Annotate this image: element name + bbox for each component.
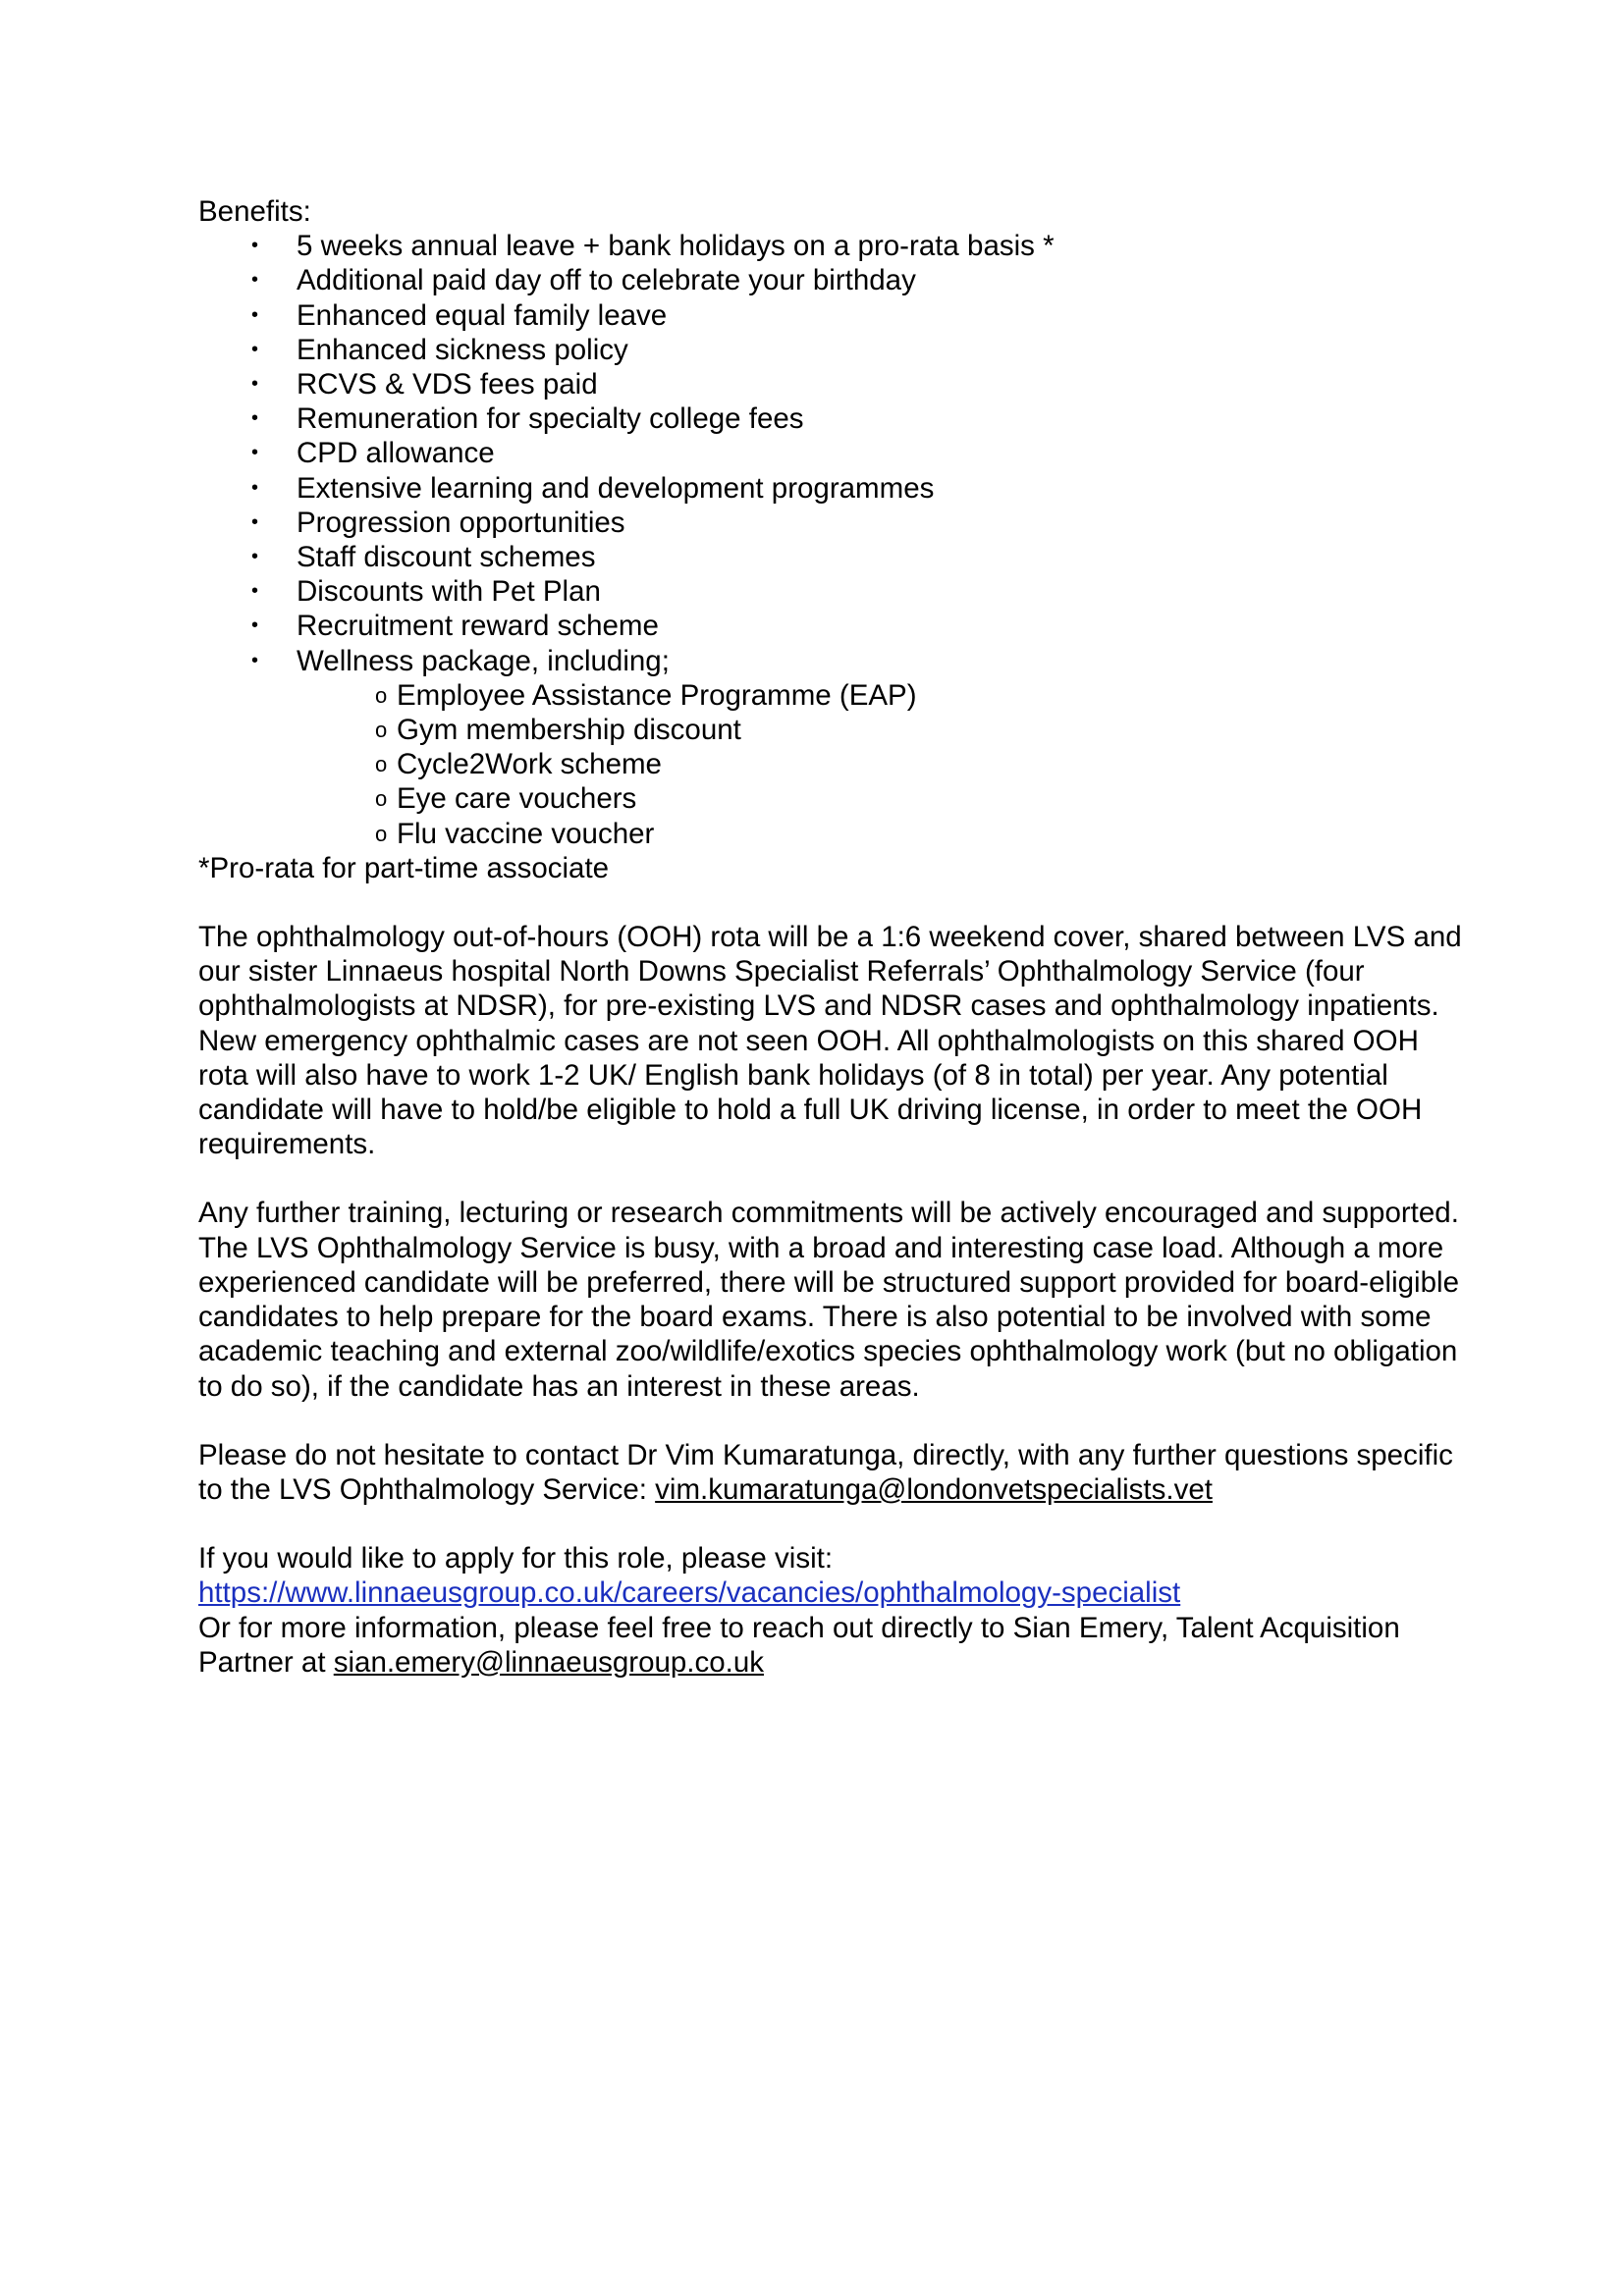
circle-bullet-icon: o xyxy=(375,718,388,743)
list-item: • CPD allowance xyxy=(251,437,495,470)
bullet-icon: • xyxy=(251,235,259,257)
sublist-item: o Flu vaccine voucher xyxy=(375,817,655,850)
spacer xyxy=(198,1404,1465,1438)
apply-url-link[interactable]: https://www.linnaeusgroup.co.uk/careers/vacancies/ophthalmology-specialist xyxy=(198,1576,1181,1610)
circle-bullet-icon: o xyxy=(375,752,388,777)
bullet-icon: • xyxy=(251,338,259,360)
ooh-paragraph: The ophthalmology out-of-hours (OOH) rota will be a 1:6 weekend cover, shared between LVS and our sister Linnaeus hospital North Downs Specialist Referrals’ Ophthalmology Service (four ophthalmologists at NDSR), for pre-existing LVS and NDSR cases and ophthalmology inpatients. New emergency ophthalmic cases are not seen OOH. All ophthalmologists on this shared OOH rota will also have to work 1-2 UK/ English bank holidays (of 8 in total) per year. Any potential candidate will have to hold/be eligible to hold a full UK driving license, in order to meet the OOH requirements. xyxy=(198,921,1462,1161)
bullet-icon: • xyxy=(251,649,259,671)
apply-url-line xyxy=(198,1575,1465,1610)
contact-text: Please do not hesitate to contact Dr Vim Kumaratunga, directly, with any further questions specific to the LVS Ophthalmology Service: xyxy=(198,1438,1453,1506)
bullet-icon: • xyxy=(251,303,259,326)
wellness-sublist xyxy=(198,678,1465,851)
spacer xyxy=(198,885,1465,920)
list-item: • RCVS & VDS fees paid xyxy=(251,368,598,401)
bullet-icon: • xyxy=(251,510,259,533)
list-item: • Discounts with Pet Plan xyxy=(251,575,601,609)
training-paragraph: Any further training, lecturing or research commitments will be actively encouraged and supported. The LVS Ophthalmology Service is busy, with a broad and interesting case load. Although a more experienced candidate will be preferred, there will be structured support provided for board-eligible candidates to help prepare for the board exams. There is also potential to be involved with some academic teaching and external zoo/wildlife/exotics species ophthalmology work (but no obligation to do so), if the candidate has an interest in these areas. xyxy=(198,1197,1459,1403)
circle-bullet-icon: o xyxy=(375,786,388,812)
list-item: • Remuneration for specialty college fees xyxy=(251,402,804,436)
apply-text: If you would like to apply for this role, please visit: xyxy=(198,1542,834,1575)
circle-bullet-icon: o xyxy=(375,821,388,846)
sublist-item: o Cycle2Work scheme xyxy=(375,748,662,781)
contact-email-link[interactable]: vim.kumaratunga@londonvetspecialists.vet xyxy=(655,1472,1213,1506)
info-email-link[interactable]: sian.emery@linnaeusgroup.co.uk xyxy=(333,1645,764,1679)
bullet-icon: • xyxy=(251,476,259,499)
bullet-icon: • xyxy=(251,546,259,568)
sublist-item: o Employee Assistance Programme (EAP) xyxy=(375,678,917,712)
sublist-item: o Gym membership discount xyxy=(375,714,741,747)
list-item: • Enhanced sickness policy xyxy=(251,333,628,366)
list-item: • Enhanced equal family leave xyxy=(251,298,668,332)
benefits-heading: Benefits: xyxy=(198,195,311,228)
pro-rata-footnote: *Pro-rata for part-time associate xyxy=(198,851,610,884)
info-text: Or for more information, please feel free to reach out directly to Sian Emery, Talent Acquisition Partner at xyxy=(198,1611,1400,1679)
bullet-icon: • xyxy=(251,407,259,430)
spacer xyxy=(198,1507,1465,1541)
list-item: • Extensive learning and development programmes xyxy=(251,471,935,505)
contact-paragraph xyxy=(198,1438,1465,1507)
list-item: • Additional paid day off to celebrate your birthday xyxy=(251,264,916,297)
document-page xyxy=(198,194,1465,1680)
circle-bullet-icon: o xyxy=(375,682,388,708)
list-item: • Recruitment reward scheme xyxy=(251,610,659,643)
list-item: • Wellness package, including; xyxy=(251,644,670,677)
sublist-item: o Eye care vouchers xyxy=(375,782,637,816)
bullet-icon: • xyxy=(251,373,259,396)
list-item: • Staff discount schemes xyxy=(251,541,596,574)
benefits-list xyxy=(198,229,1465,678)
bullet-icon: • xyxy=(251,269,259,292)
info-paragraph xyxy=(198,1611,1465,1680)
bullet-icon: • xyxy=(251,442,259,464)
list-item: • 5 weeks annual leave + bank holidays on a pro-rata basis * xyxy=(251,230,1055,263)
bullet-icon: • xyxy=(251,580,259,603)
list-item: • Progression opportunities xyxy=(251,506,625,539)
spacer xyxy=(198,1161,1465,1196)
bullet-icon: • xyxy=(251,614,259,637)
